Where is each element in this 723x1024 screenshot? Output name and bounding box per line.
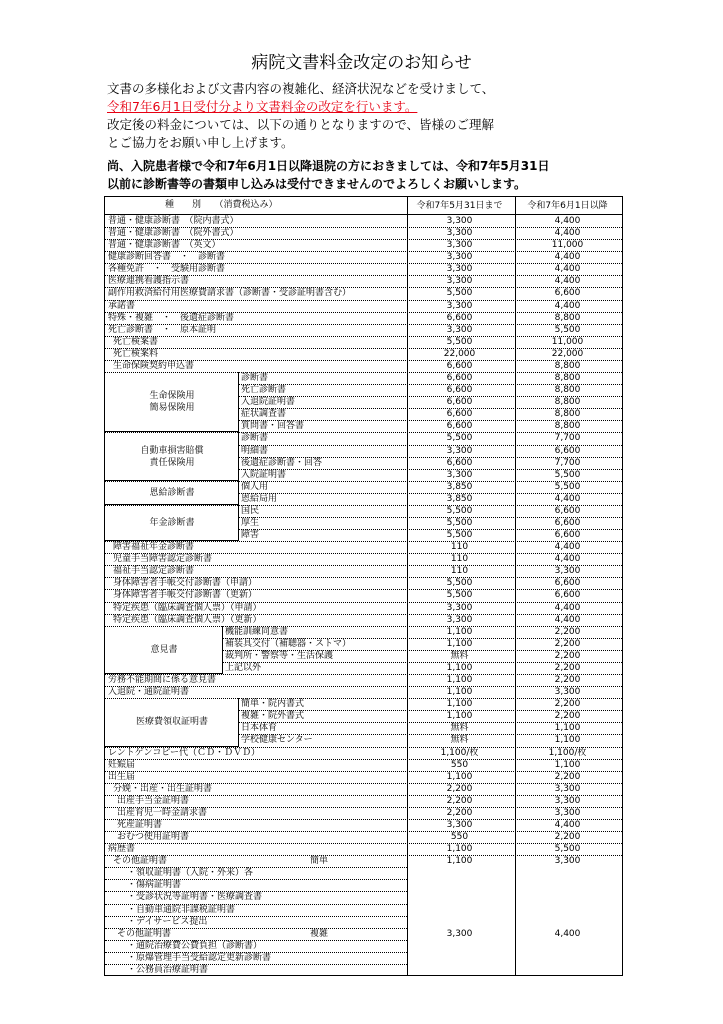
fee-item-label: ・公務員治療証明書	[127, 964, 209, 975]
old-fee-value: 1,100	[446, 675, 473, 686]
new-fee-value: 4,400	[554, 264, 581, 275]
fee-item-label: ・領収証明書（入院・外来）各	[127, 868, 254, 879]
old-fee-value: 6,600	[446, 360, 473, 371]
fee-item-label: 個人用	[241, 481, 269, 492]
old-fee-value: 6,600	[446, 373, 473, 384]
new-fee-value: 6,600	[554, 530, 581, 541]
old-fee-value: 1,100	[446, 662, 473, 673]
new-fee-value: 4,400	[554, 252, 581, 263]
fee-item-label: ・原爆管理手当受給認定更新診断書	[127, 952, 272, 963]
old-fee-value: 1,100	[446, 711, 473, 722]
fee-item-label: 明細書	[241, 445, 269, 456]
old-fee-value: 5,500	[446, 505, 473, 516]
fee-item-label: 児童手当障害認定診断書	[113, 554, 213, 565]
old-fee-value: 無料	[450, 723, 469, 734]
old-fee-value: 6,600	[446, 397, 473, 408]
fee-item-complexity: 簡単	[310, 856, 329, 867]
old-fee-value: 3,300	[446, 216, 473, 226]
fee-table	[104, 196, 623, 976]
row-group-label: 自動車損害賠償 責任保険用	[140, 445, 204, 468]
old-fee-value: 5,500	[446, 336, 473, 347]
new-fee-value: 6,600	[554, 505, 581, 516]
old-fee-value: 3,300	[446, 928, 473, 939]
fee-item-label: 学校健康センター	[241, 735, 313, 746]
old-fee-value: 2,200	[446, 807, 473, 818]
fee-item-label: 診断書	[241, 433, 269, 444]
fee-item-label: 各種免許 ・ 受験用診断書	[108, 264, 226, 275]
old-fee-value: 110	[450, 542, 469, 553]
old-fee-value: 3,850	[446, 493, 473, 504]
new-fee-value: 3,300	[554, 807, 581, 818]
fee-item-label: 死産証明書	[117, 820, 163, 830]
new-fee-value: 8,800	[554, 373, 581, 384]
fee-item-label: 普通・健康診断書 （院内書式）	[108, 216, 239, 226]
old-fee-value: 1,100	[446, 844, 473, 855]
fee-item-label: 日本体育	[241, 723, 278, 734]
fee-item-label: 死亡検案書	[113, 336, 159, 347]
new-fee-value: 3,300	[554, 856, 581, 867]
old-fee-value: 3,300	[446, 252, 473, 263]
notice-line: 以前に診断書等の書類申し込みは受付できませんのでよろしくお願いします。	[107, 177, 527, 191]
row-group-label: 医療費領収証明書	[135, 717, 208, 728]
old-fee-value: 5,500	[446, 530, 473, 541]
fee-item-label: 裁判所・警察等・生活保護	[225, 650, 334, 661]
fee-item-label: 厚生	[241, 518, 260, 528]
fee-item-label: おむつ使用証明書	[117, 832, 190, 843]
fee-item-label: 特定疾患（臨床調査個人票）（申請）	[113, 602, 262, 613]
fee-item-label: 分娩・出産・出生証明書	[113, 783, 213, 794]
fee-item-label: 診断書	[241, 373, 269, 384]
fee-item-label: 死亡診断書 ・ 原本証明	[108, 324, 217, 335]
fee-item-label: 質問書・回答書	[241, 421, 305, 432]
new-fee-value: 4,400	[554, 300, 581, 311]
fee-item-label: その他証明書	[117, 928, 172, 939]
old-fee-value: 22,000	[443, 348, 476, 359]
old-fee-value: 2,200	[446, 783, 473, 794]
row-group-label: 意見書	[150, 644, 178, 655]
old-fee-value: 1,100	[446, 856, 473, 867]
old-fee-value: 550	[450, 759, 469, 770]
old-fee-value: 1,100	[446, 626, 473, 637]
row-group-label: 恩給診断書	[149, 487, 195, 498]
new-fee-value: 11,000	[551, 336, 584, 347]
fee-item-label: ・傷病証明書	[127, 880, 182, 891]
fee-item-label: 出産手当金証明書	[117, 795, 190, 806]
new-fee-value: 4,400	[554, 614, 581, 625]
old-fee-value: 1,100/枚	[440, 747, 479, 758]
intro-highlight-line: 令和7年6月1日受付分より文書料金の改定を行います。	[107, 99, 418, 114]
old-fee-value: 3,300	[446, 445, 473, 456]
header-new-fee: 令和7年6月1日以降	[527, 201, 608, 211]
old-fee-value: 3,300	[446, 276, 473, 287]
fee-item-label: 医療連携看護指示書	[108, 276, 190, 287]
old-fee-value: 3,300	[446, 469, 473, 480]
new-fee-value: 3,300	[554, 687, 581, 698]
old-fee-value: 6,600	[446, 385, 473, 396]
fee-item-complexity: 複雑	[310, 928, 329, 939]
new-fee-value: 4,400	[554, 602, 581, 613]
new-fee-value: 2,200	[554, 771, 581, 782]
document-title: 病院文書料金改定のお知らせ	[251, 53, 472, 73]
new-fee-value: 8,800	[554, 360, 581, 371]
new-fee-value: 7,700	[554, 433, 581, 444]
old-fee-value: 5,500	[446, 590, 473, 601]
new-fee-value: 2,200	[554, 699, 581, 710]
new-fee-value: 1,100/枚	[548, 747, 587, 758]
old-fee-value: 6,600	[446, 312, 473, 323]
old-fee-value: 110	[450, 554, 469, 565]
new-fee-value: 2,200	[554, 650, 581, 661]
intro-line: 改定後の料金については、以下の通りとなりますので、皆様のご理解	[107, 117, 495, 132]
old-fee-value: 1,100	[446, 638, 473, 649]
fee-item-label: 出生届	[108, 771, 136, 782]
fee-item-label: ・デイサービス提出	[127, 916, 208, 927]
new-fee-value: 6,600	[554, 445, 581, 456]
new-fee-value: 11,000	[551, 240, 584, 251]
fee-item-label: 死亡診断書	[241, 385, 287, 396]
new-fee-value: 8,800	[554, 385, 581, 396]
fee-item-label: 労務不能期間に係る意見書	[108, 675, 217, 686]
old-fee-value: 6,600	[446, 457, 473, 468]
new-fee-value: 2,200	[554, 832, 581, 843]
fee-item-label: 特定疾患（臨床調査個人票）（更新）	[113, 614, 262, 625]
fee-item-label: 死亡検案料	[113, 348, 159, 359]
new-fee-value: 4,400	[554, 928, 581, 939]
old-fee-value: 3,300	[446, 264, 473, 275]
fee-item-label: 上記以外	[225, 662, 262, 673]
old-fee-value: 5,500	[446, 518, 473, 528]
old-fee-value: 3,300	[446, 240, 473, 251]
new-fee-value: 8,800	[554, 397, 581, 408]
fee-item-label: 複雑・院外書式	[241, 711, 305, 722]
fee-item-label: 生命保険契約申込書	[113, 360, 195, 371]
fee-item-label: ・自動車通院非課税証明書	[127, 904, 236, 915]
fee-item-label: 障害	[241, 530, 260, 541]
fee-item-label: 障害福祉年金診断書	[113, 542, 195, 553]
new-fee-value: 2,200	[554, 638, 581, 649]
old-fee-value: 3,300	[446, 324, 473, 335]
fee-item-label: 妊娠届	[108, 759, 136, 770]
old-fee-value: 3,300	[446, 602, 473, 613]
new-fee-value: 6,600	[554, 578, 581, 589]
old-fee-value: 5,500	[446, 578, 473, 589]
new-fee-value: 4,400	[554, 542, 581, 553]
old-fee-value: 3,850	[446, 481, 473, 492]
new-fee-value: 6,600	[554, 288, 581, 299]
fee-item-label: 病歴書	[108, 844, 136, 855]
fee-item-label: 症状調査書	[241, 409, 287, 420]
new-fee-value: 22,000	[551, 348, 584, 359]
old-fee-value: 3,300	[446, 228, 473, 239]
fee-item-label: 福祉手当認定診断書	[113, 566, 195, 577]
new-fee-value: 4,400	[554, 554, 581, 565]
old-fee-value: 6,600	[446, 409, 473, 420]
new-fee-value: 2,200	[554, 626, 581, 637]
new-fee-value: 4,400	[554, 493, 581, 504]
old-fee-value: 2,200	[446, 795, 473, 806]
old-fee-value: 無料	[450, 650, 469, 661]
old-fee-value: 5,500	[446, 288, 473, 299]
old-fee-value: 無料	[450, 735, 469, 746]
new-fee-value: 3,300	[554, 795, 581, 806]
new-fee-value: 8,800	[554, 421, 581, 432]
intro-line: とご協力をお願い申し上げます。	[107, 135, 294, 150]
fee-item-label: ・通院治療費公費負担（診断書）	[127, 940, 263, 951]
new-fee-value: 2,200	[554, 662, 581, 673]
fee-item-label: 入退院・通院証明書	[108, 687, 190, 698]
fee-item-label: 副作用救済給付用医療費請求書（診断書・受診証明書含む）	[108, 288, 352, 299]
fee-item-label: 国民	[241, 505, 260, 516]
new-fee-value: 5,500	[554, 481, 581, 492]
new-fee-value: 1,100	[554, 723, 581, 734]
old-fee-value: 6,600	[446, 421, 473, 432]
new-fee-value: 3,300	[554, 566, 581, 577]
new-fee-value: 8,800	[554, 312, 581, 323]
old-fee-value: 1,100	[446, 687, 473, 698]
header-old-fee: 令和7年5月31日まで	[416, 201, 503, 211]
fee-item-label: 恩給局用	[241, 493, 278, 504]
old-fee-value: 550	[450, 832, 469, 843]
fee-item-label: 承諾書	[108, 300, 136, 311]
fee-item-label: その他証明書	[113, 856, 168, 867]
new-fee-value: 5,500	[554, 844, 581, 855]
fee-item-label: 入院証明書	[241, 469, 287, 480]
old-fee-value: 3,300	[446, 820, 473, 830]
fee-item-label: 後遺症診断書・回答	[241, 457, 323, 468]
new-fee-value: 1,100	[554, 759, 581, 770]
fee-item-label: 機能訓練同意書	[225, 626, 289, 637]
fee-item-label: 普通・健康診断書 （英文）	[108, 240, 221, 251]
new-fee-value: 7,700	[554, 457, 581, 468]
fee-item-label: レントゲンコピー代（ＣＤ・ＤＶＤ）	[108, 747, 261, 758]
fee-item-label: 補装具交付（補聴器・ストマ）	[225, 638, 352, 649]
fee-item-label: 健康診断回答書 ・ 診断書	[108, 252, 226, 263]
new-fee-value: 5,500	[554, 469, 581, 480]
new-fee-value: 4,400	[554, 276, 581, 287]
fee-item-label: 出産育児一時金請求書	[117, 807, 208, 818]
header-type: 種 別 （消費税込み）	[165, 200, 278, 210]
intro-line: 文書の多様化および文書内容の複雑化、経済状況などを受けまして、	[107, 81, 495, 96]
new-fee-value: 6,600	[554, 518, 581, 528]
old-fee-value: 3,300	[446, 300, 473, 311]
fee-item-label: 簡単・院内書式	[241, 699, 305, 710]
row-group-label: 生命保険用 簡易保険用	[149, 391, 195, 414]
new-fee-value: 5,500	[554, 324, 581, 335]
new-fee-value: 4,400	[554, 228, 581, 239]
old-fee-value: 1,100	[446, 771, 473, 782]
fee-item-label: 身体障害者手帳交付診断書（申請）	[113, 578, 258, 589]
new-fee-value: 1,100	[554, 735, 581, 746]
old-fee-value: 1,100	[446, 699, 473, 710]
notice-line: 尚、入院患者様で令和7年6月1日以降退院の方におきましては、令和7年5月31日	[107, 159, 550, 173]
fee-item-label: 普通・健康診断書 （院外書式）	[108, 228, 239, 239]
new-fee-value: 4,400	[554, 216, 581, 226]
fee-item-label: 身体障害者手帳交付診断書（更新）	[113, 590, 258, 601]
new-fee-value: 3,300	[554, 783, 581, 794]
new-fee-value: 2,200	[554, 675, 581, 686]
new-fee-value: 6,600	[554, 590, 581, 601]
old-fee-value: 3,300	[446, 614, 473, 625]
new-fee-value: 2,200	[554, 711, 581, 722]
row-group-label: 年金診断書	[149, 518, 195, 529]
new-fee-value: 4,400	[554, 820, 581, 830]
fee-item-label: 特殊・複雑 ・ 後遺症診断書	[108, 312, 235, 323]
old-fee-value: 5,500	[446, 433, 473, 444]
new-fee-value: 8,800	[554, 409, 581, 420]
fee-item-label: 入退院証明書	[241, 397, 296, 408]
old-fee-value: 110	[450, 566, 469, 577]
fee-item-label: ・受診状況等証明書・医療調査書	[127, 892, 263, 903]
